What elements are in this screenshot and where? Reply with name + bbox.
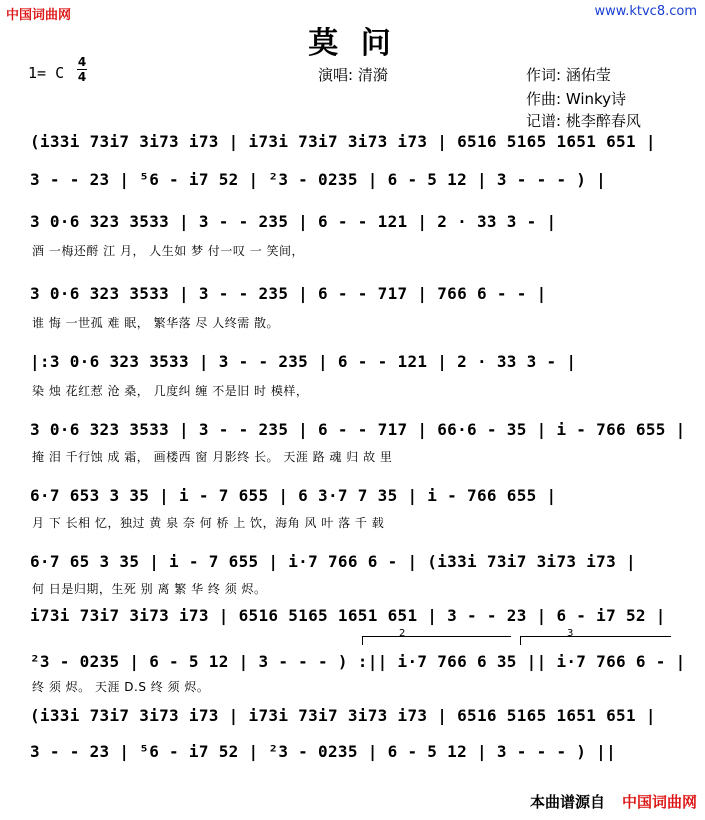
- site-url[interactable]: www.ktvc8.com: [594, 4, 697, 19]
- time-signature-top: 4: [77, 55, 87, 69]
- volta-bracket-1-number: 2: [399, 628, 406, 639]
- time-signature: [77, 56, 87, 83]
- footer-source-text: 本曲谱源自: [529, 793, 605, 811]
- score-row-6-notes: 3 0·6 323 3533 | 3 - - 235 | 6 - - 717 | 66·6 - 35 | i - 766 655 |: [30, 420, 686, 439]
- volta-bracket-2-number: 3: [567, 628, 574, 639]
- score-row-9-notes: i73i 73i7 3i73 i73 | 6516 5165 1651 651 | 3 - - 23 | 6 - i7 52 |: [30, 606, 666, 625]
- score-row-6-lyric: 掩 泪 千行蚀 成 霜， 画楼西 窗 月影终 长。 天涯 路 魂 归 故 里: [32, 450, 393, 464]
- score-row-3-lyric: 酒 一梅还酹 江 月， 人生如 梦 付一叹 一 笑间，: [32, 244, 305, 258]
- volta-bracket-2: [520, 628, 671, 645]
- lyricist-credit: 作词: 涵佑莹: [526, 66, 611, 84]
- score-row-4-lyric: 谁 悔 一世孤 难 眠， 繁华落 尽 人终需 散。: [32, 316, 280, 330]
- composer-credit: 作曲: Winky诗: [526, 90, 627, 108]
- score-row-10-notes: ²3 - 0235 | 6 - 5 12 | 3 - - - ) :|| i·7 766 6 35 || i·7 766 6 - |: [30, 652, 686, 671]
- score-row-11-notes: (i33i 73i7 3i73 i73 | i73i 73i7 3i73 i73 | 6516 5165 1651 651 |: [30, 706, 656, 725]
- score-row-5-notes: |:3 0·6 323 3533 | 3 - - 235 | 6 - - 121 | 2 · 33 3 - |: [30, 352, 577, 371]
- score-row-10-lyric: 终 须 烬。 天涯 D.S 终 须 烬。: [32, 680, 210, 694]
- score-row-3-notes: 3 0·6 323 3533 | 3 - - 235 | 6 - - 121 | 2 · 33 3 - |: [30, 212, 557, 231]
- score-row-5-lyric: 染 烛 花红惹 沧 桑， 几度纠 缠 不是旧 时 模样，: [32, 384, 309, 398]
- score-row-7-lyric: 月 下 长相 忆，独过 黄 泉 奈 何 桥 上 饮，海角 风 叶 落 千 载: [32, 516, 385, 530]
- site-logo-left: 中国词曲网: [6, 8, 72, 23]
- score-row-4-notes: 3 0·6 323 3533 | 3 - - 235 | 6 - - 717 | 766 6 - - |: [30, 284, 547, 303]
- song-title: 莫 问: [308, 26, 397, 61]
- footer-brand[interactable]: 中国词曲网: [621, 793, 697, 811]
- key-signature: 1= C: [28, 64, 65, 82]
- time-signature-bottom: 4: [77, 70, 87, 84]
- score-row-1-notes: (i33i 73i7 3i73 i73 | i73i 73i7 3i73 i73 | 6516 5165 1651 651 |: [30, 132, 656, 151]
- score-row-2-notes: 3 - - 23 | ⁵6 - i7 52 | ²3 - 0235 | 6 - 5 12 | 3 - - - ) |: [30, 170, 607, 189]
- score-row-8-notes: 6·7 65 3 35 | i - 7 655 | i·7 766 6 - | (i33i 73i7 3i73 i73 |: [30, 552, 636, 571]
- transcriber-credit: 记谱: 桃李醉春风: [526, 112, 641, 130]
- score-row-8-lyric: 何 日是归期，生死 别 离 繁 华 终 须 烬。: [32, 582, 267, 596]
- score-row-12-notes: 3 - - 23 | ⁵6 - i7 52 | ²3 - 0235 | 6 - 5 12 | 3 - - - ) ||: [30, 742, 617, 761]
- volta-bracket-1: [362, 628, 511, 645]
- score-row-7-notes: 6·7 653 3 35 | i - 7 655 | 6 3·7 7 35 | i - 766 655 |: [30, 486, 557, 505]
- singer-credit: 演唱: 清漪: [318, 66, 388, 84]
